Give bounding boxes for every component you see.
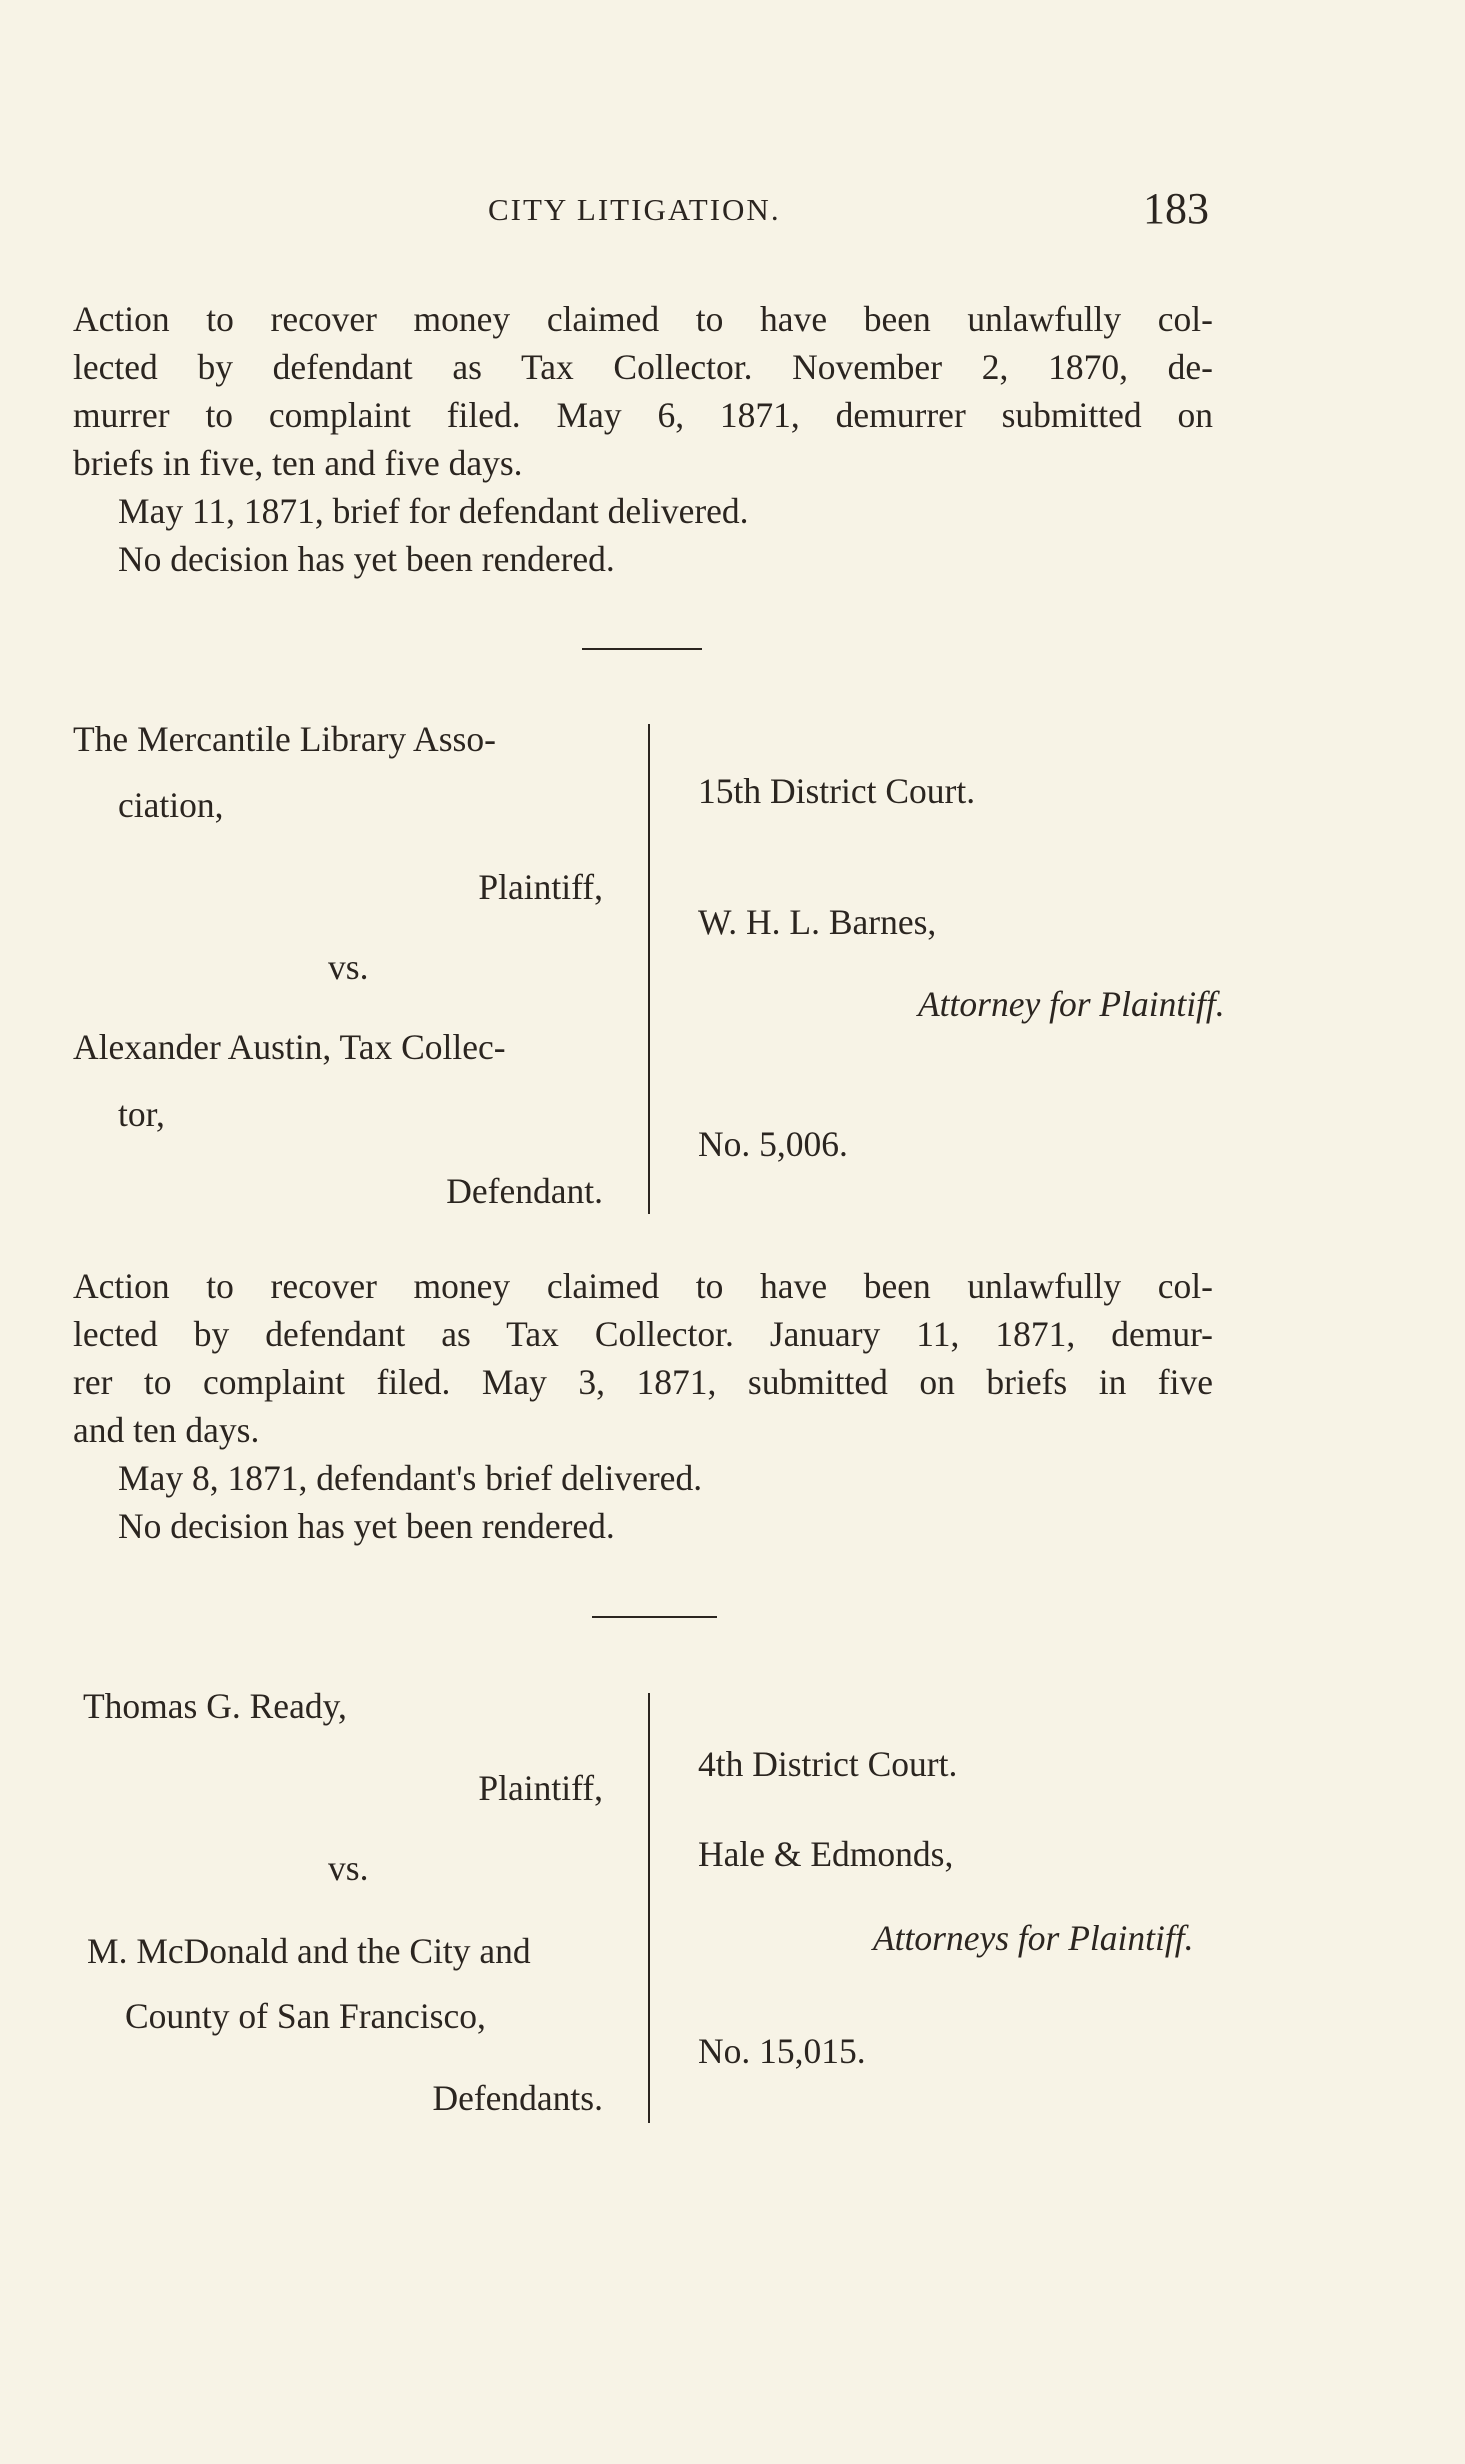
paragraph-line: Action to recover money claimed to have been unlawfully col- — [73, 299, 1213, 339]
versus: vs. — [328, 1848, 369, 1888]
plaintiff-name: Thomas G. Ready, — [83, 1686, 347, 1726]
bracket-divider — [648, 1693, 662, 2123]
court-name: 4th District Court. — [698, 1744, 958, 1784]
paragraph-line: No decision has yet been rendered. — [118, 539, 615, 579]
defendant-name: Alexander Austin, Tax Collec- — [73, 1027, 506, 1067]
paragraph-line: lected by defendant as Tax Collector. January 11, 1871, demur- — [73, 1314, 1213, 1354]
court-name: 15th District Court. — [698, 771, 976, 811]
defendant-name: M. McDonald and the City and — [87, 1931, 531, 1971]
defendant-name-continued: County of San Francisco, — [125, 1996, 486, 2036]
versus: vs. — [328, 947, 369, 987]
case-summary-paragraph-2 — [73, 1262, 1213, 1550]
paragraph-line: rer to complaint filed. May 3, 1871, submitted on briefs in five — [73, 1362, 1213, 1402]
defendant-name-continued: tor, — [118, 1094, 165, 1134]
case-caption-ready — [73, 1685, 1213, 2125]
attorney-role: Attorney for Plaintiff. — [918, 984, 1225, 1024]
plaintiff-role: Plaintiff, — [478, 1768, 603, 1808]
case-number: No. 15,015. — [698, 2031, 866, 2071]
running-header: CITY LITIGATION. — [488, 192, 781, 227]
page-number: 183 — [1143, 184, 1209, 233]
section-divider — [592, 1616, 717, 1618]
paragraph-line: Action to recover money claimed to have been unlawfully col- — [73, 1266, 1213, 1306]
attorney-role: Attorneys for Plaintiff. — [873, 1918, 1194, 1958]
paragraph-line: No decision has yet been rendered. — [118, 1506, 615, 1546]
paragraph-line: and ten days. — [73, 1410, 260, 1450]
attorney-name: W. H. L. Barnes, — [698, 902, 937, 942]
case-summary-paragraph-1 — [73, 295, 1213, 583]
plaintiff-name-continued: ciation, — [118, 785, 224, 825]
attorney-name: Hale & Edmonds, — [698, 1834, 954, 1874]
paragraph-line: May 8, 1871, defendant's brief delivered. — [118, 1458, 703, 1498]
paragraph-line: May 11, 1871, brief for defendant delivered. — [118, 491, 749, 531]
plaintiff-name: The Mercantile Library Asso- — [73, 719, 496, 759]
paragraph-line: briefs in five, ten and five days. — [73, 443, 523, 483]
bracket-divider — [648, 724, 662, 1214]
paragraph-line: murrer to complaint filed. May 6, 1871, demurrer submitted on — [73, 395, 1213, 435]
plaintiff-role: Plaintiff, — [478, 867, 603, 907]
case-caption-mercantile-library — [73, 718, 1225, 1218]
defendant-role: Defendants. — [432, 2078, 603, 2118]
case-number: No. 5,006. — [698, 1124, 848, 1164]
defendant-role: Defendant. — [446, 1171, 603, 1211]
paragraph-line: lected by defendant as Tax Collector. November 2, 1870, de- — [73, 347, 1213, 387]
section-divider — [582, 648, 702, 650]
